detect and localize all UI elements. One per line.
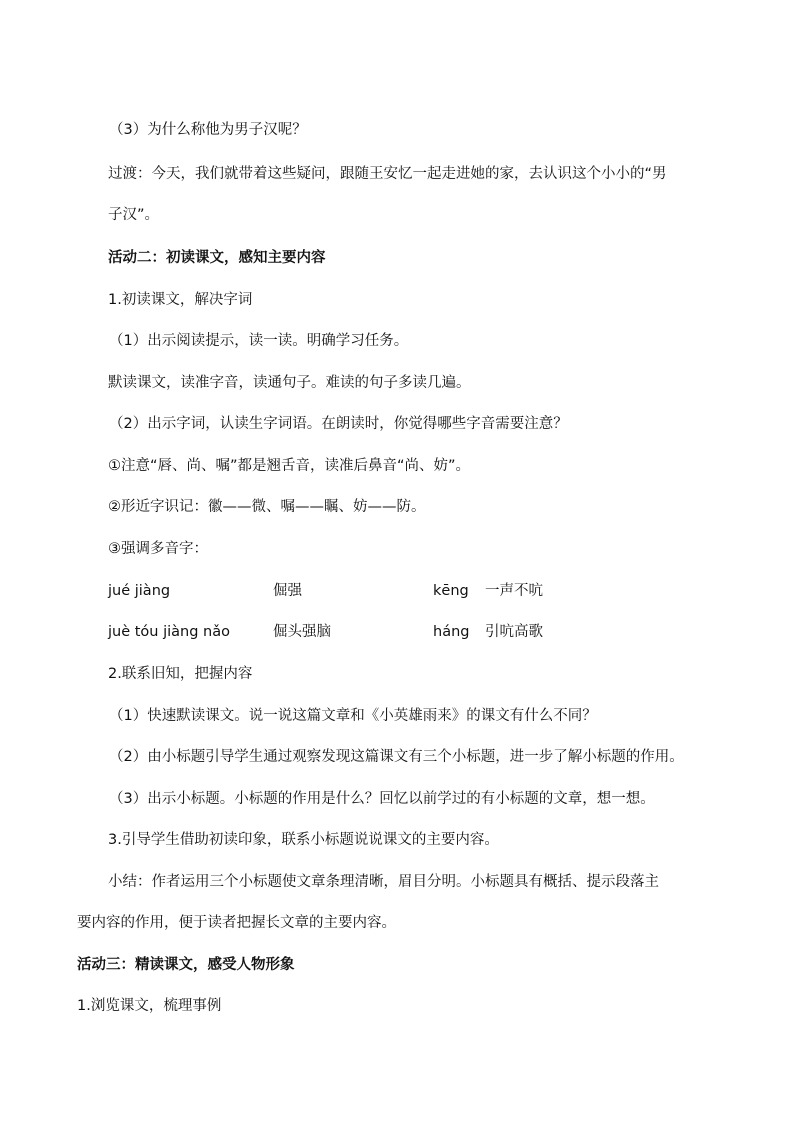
sub-item-1: （1）出示阅读提示，读一读。明确学习任务。 — [109, 333, 409, 349]
pinyin: jué jiàng — [108, 583, 171, 599]
summary-line-2: 要内容的作用，便于读者把握长文章的主要内容。 — [77, 915, 396, 931]
word: 引吭高歌 — [485, 624, 543, 640]
step-4: 1.浏览课文，梳理事例 — [77, 998, 222, 1014]
sub-item-2-3: （3）出示小标题。小标题的作用是什么？回忆以前学过的有小标题的文章，想一想。 — [109, 791, 655, 807]
summary-line-1: 小结：作者运用三个小标题使文章条理清晰，眉目分明。小标题具有概括、提示段落主 — [108, 874, 659, 890]
silent-reading: 默读课文，读准字音，读通句子。难读的句子多读几遍。 — [108, 375, 471, 391]
word: 倔强 — [273, 583, 302, 599]
transition-line-2: 子汉”。 — [108, 207, 160, 223]
pinyin: háng — [433, 624, 470, 640]
question-3: （3）为什么称他为男子汉呢？ — [109, 122, 307, 138]
sub-item-2: （2）出示字词，认读生字词语。在朗读时，你觉得哪些字音需要注意？ — [109, 416, 568, 432]
step-3: 3.引导学生借助初读印象，联系小标题说说课文的主要内容。 — [108, 832, 499, 848]
pinyin: kēng — [433, 583, 469, 599]
step-1: 1.初读课文，解决字词 — [108, 292, 253, 308]
sub-item-2-2: （2）由小标题引导学生通过观察发现这篇课文有三个小标题，进一步了解小标题的作用。 — [109, 749, 684, 765]
word: 倔头强脑 — [273, 624, 331, 640]
activity-2-heading: 活动二：初读课文，感知主要内容 — [108, 250, 326, 266]
step-2: 2.联系旧知，把握内容 — [108, 666, 253, 682]
note-2: ②形近字识记：徽——微、嘱——瞩、妨——防。 — [108, 499, 426, 515]
sub-item-2-1: （1）快速默读课文。说一说这篇文章和《小英雄雨来》的课文有什么不同？ — [109, 708, 597, 724]
word: 一声不吭 — [485, 583, 543, 599]
transition-line-1: 过渡：今天，我们就带着这些疑问，跟随王安忆一起走进她的家，去认识这个小小的“男 — [108, 166, 667, 182]
pinyin: juè tóu jiàng nǎo — [108, 624, 230, 640]
note-3: ③强调多音字： — [108, 541, 208, 557]
activity-3-heading: 活动三：精读课文，感受人物形象 — [77, 957, 295, 973]
note-1: ①注意“唇、尚、嘱”都是翘舌音，读准后鼻音“尚、妨”。 — [108, 458, 471, 474]
